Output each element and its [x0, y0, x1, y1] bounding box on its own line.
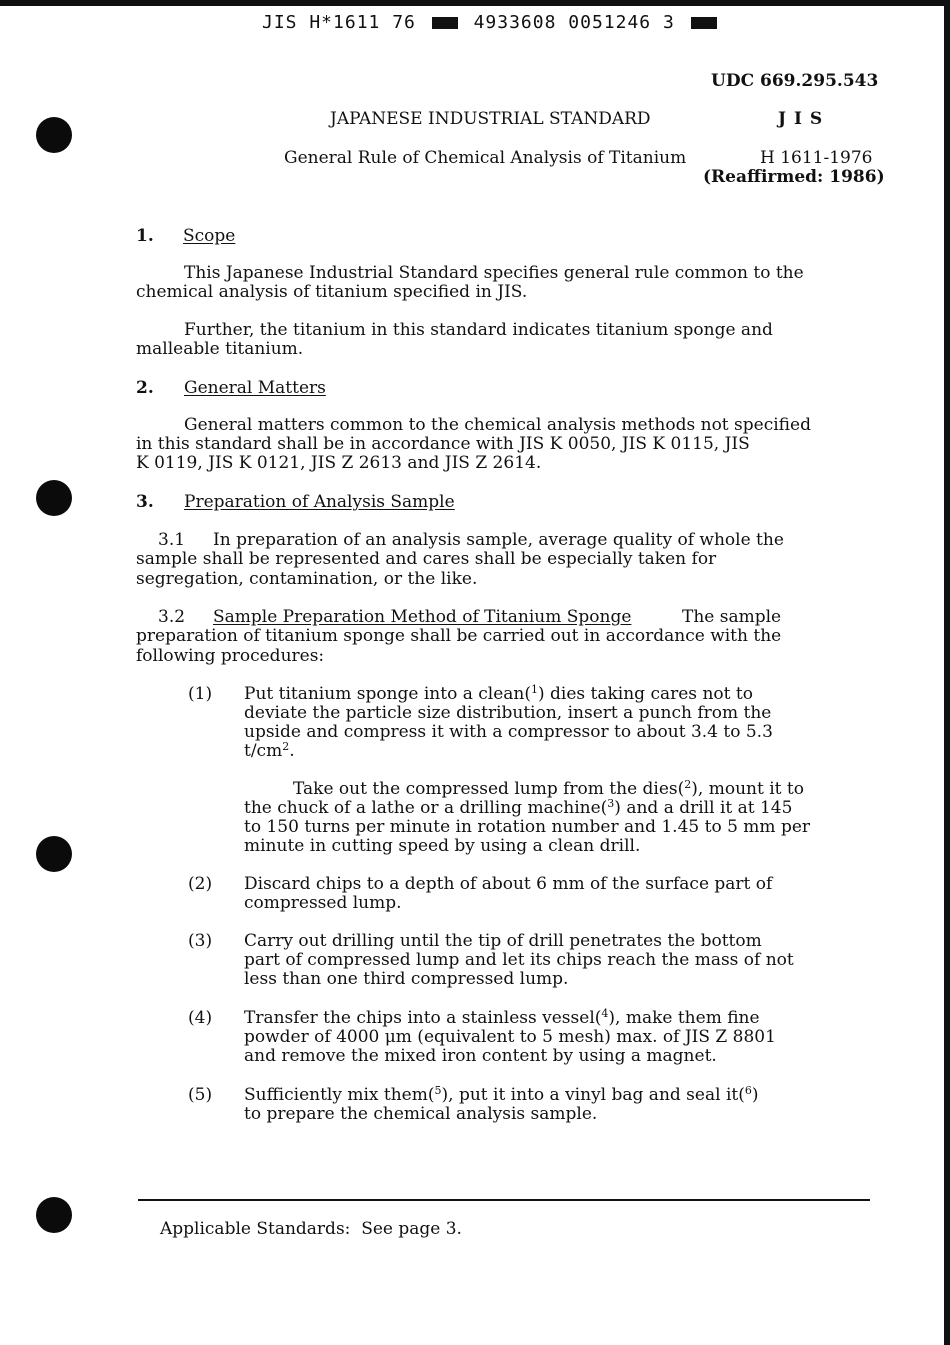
item-number: (2)	[188, 874, 213, 894]
paragraph-line: malleable titanium.	[136, 339, 304, 359]
item-line: powder of 4000 μm (equivalent to 5 mesh) max. of JIS Z 8801	[244, 1027, 776, 1047]
item-line: and remove the mixed iron content by using a magnet.	[244, 1046, 717, 1066]
paragraph-line: Further, the titanium in this standard indicates titanium sponge and	[184, 320, 773, 340]
footnote-ref: 1	[530, 683, 538, 696]
page-right-border	[944, 0, 950, 1345]
item-line: Discard chips to a depth of about 6 mm of the surface part of	[244, 874, 773, 894]
punch-hole-icon	[36, 836, 72, 872]
item-line: $t/cm^2$.	[244, 740, 295, 761]
item-number: (3)	[188, 931, 213, 951]
item-line: less than one third compressed lump.	[244, 969, 569, 989]
footer-note: Applicable Standards: See page 3.	[160, 1219, 462, 1239]
paragraph-line: following procedures:	[136, 646, 325, 666]
item-line: deviate the particle size distribution, insert a punch from the	[244, 703, 772, 723]
black-block-icon	[691, 17, 717, 29]
item-number: (4)	[188, 1008, 213, 1028]
black-block-icon	[432, 17, 458, 29]
item-line: to prepare the chemical analysis sample.	[244, 1104, 598, 1124]
paragraph-line: in this standard shall be in accordance with JIS K 0050, JIS K 0115, JIS	[136, 434, 750, 454]
paragraph-line: The sample	[682, 607, 782, 627]
doc-number: H 1611-1976	[760, 148, 873, 168]
doc-title: General Rule of Chemical Analysis of Titanium	[284, 148, 687, 168]
paragraph-line: sample shall be represented and cares shall be especially taken for	[136, 549, 717, 569]
footnote-ref: 3	[607, 797, 615, 810]
footnote-ref: 2	[684, 778, 692, 791]
item-line: Take out the compressed lump from the dies($^2$), mount it to	[293, 778, 804, 799]
clause-title: Sample Preparation Method of Titanium Sponge	[213, 607, 632, 627]
footnote-ref: 4	[601, 1007, 609, 1020]
paragraph-line: segregation, contamination, or the like.	[136, 569, 478, 589]
superscript: 2	[282, 740, 290, 753]
paragraph-line: This Japanese Industrial Standard specifies general rule common to the	[184, 263, 804, 283]
item-line: Transfer the chips into a stainless vessel($^4$), make them fine	[244, 1007, 760, 1028]
clause-number: 3.2	[158, 607, 186, 627]
item-line: compressed lump.	[244, 893, 402, 913]
section-number: 1.	[136, 226, 154, 246]
footnote-ref: 5	[434, 1084, 442, 1097]
item-line: minute in cutting speed by using a clean drill.	[244, 836, 641, 856]
header-code	[262, 12, 721, 33]
paragraph-line: In preparation of an analysis sample, average quality of whole the	[213, 530, 784, 550]
header-code-left: JIS H*1611 76	[262, 12, 416, 33]
section-number: 2.	[136, 378, 154, 398]
paragraph-line: General matters common to the chemical analysis methods not specified	[184, 415, 811, 435]
paragraph-line: chemical analysis of titanium specified in JIS.	[136, 282, 528, 302]
footer-divider	[138, 1199, 870, 1201]
section-title: General Matters	[184, 378, 326, 398]
page-top-border	[0, 0, 950, 6]
udc-number: UDC 669.295.543	[711, 71, 879, 91]
punch-hole-icon	[36, 117, 72, 153]
paragraph-line: preparation of titanium sponge shall be carried out in accordance with the	[136, 626, 782, 646]
section-number: 3.	[136, 492, 154, 512]
section-title: Scope	[183, 226, 236, 246]
punch-hole-icon	[36, 1197, 72, 1233]
section-title: Preparation of Analysis Sample	[184, 492, 455, 512]
item-line: the chuck of a lathe or a drilling machine($^3$) and a drill it at 145	[244, 797, 793, 818]
item-line: Sufficiently mix them($^5$), put it into a vinyl bag and seal it($^6$)	[244, 1084, 759, 1105]
item-line: Put titanium sponge into a clean($^1$) dies taking cares not to	[244, 683, 753, 704]
jis-mark: J I S	[778, 109, 824, 129]
clause-number: 3.1	[158, 530, 186, 550]
paragraph-line: K 0119, JIS K 0121, JIS Z 2613 and JIS Z 2614.	[136, 453, 542, 473]
item-line: Carry out drilling until the tip of drill penetrates the bottom	[244, 931, 762, 951]
header-code-right: 4933608 0051246 3	[473, 12, 675, 33]
punch-hole-icon	[36, 480, 72, 516]
item-line: upside and compress it with a compressor to about 3.4 to 5.3	[244, 722, 773, 742]
item-number: (1)	[188, 684, 213, 704]
footnote-ref: 6	[744, 1084, 752, 1097]
reaffirmed-note: (Reaffirmed: 1986)	[703, 167, 885, 187]
item-number: (5)	[188, 1085, 213, 1105]
item-line: part of compressed lump and let its chips reach the mass of not	[244, 950, 794, 970]
item-line: to 150 turns per minute in rotation number and 1.45 to 5 mm per	[244, 817, 811, 837]
org-title: JAPANESE INDUSTRIAL STANDARD	[330, 109, 651, 129]
